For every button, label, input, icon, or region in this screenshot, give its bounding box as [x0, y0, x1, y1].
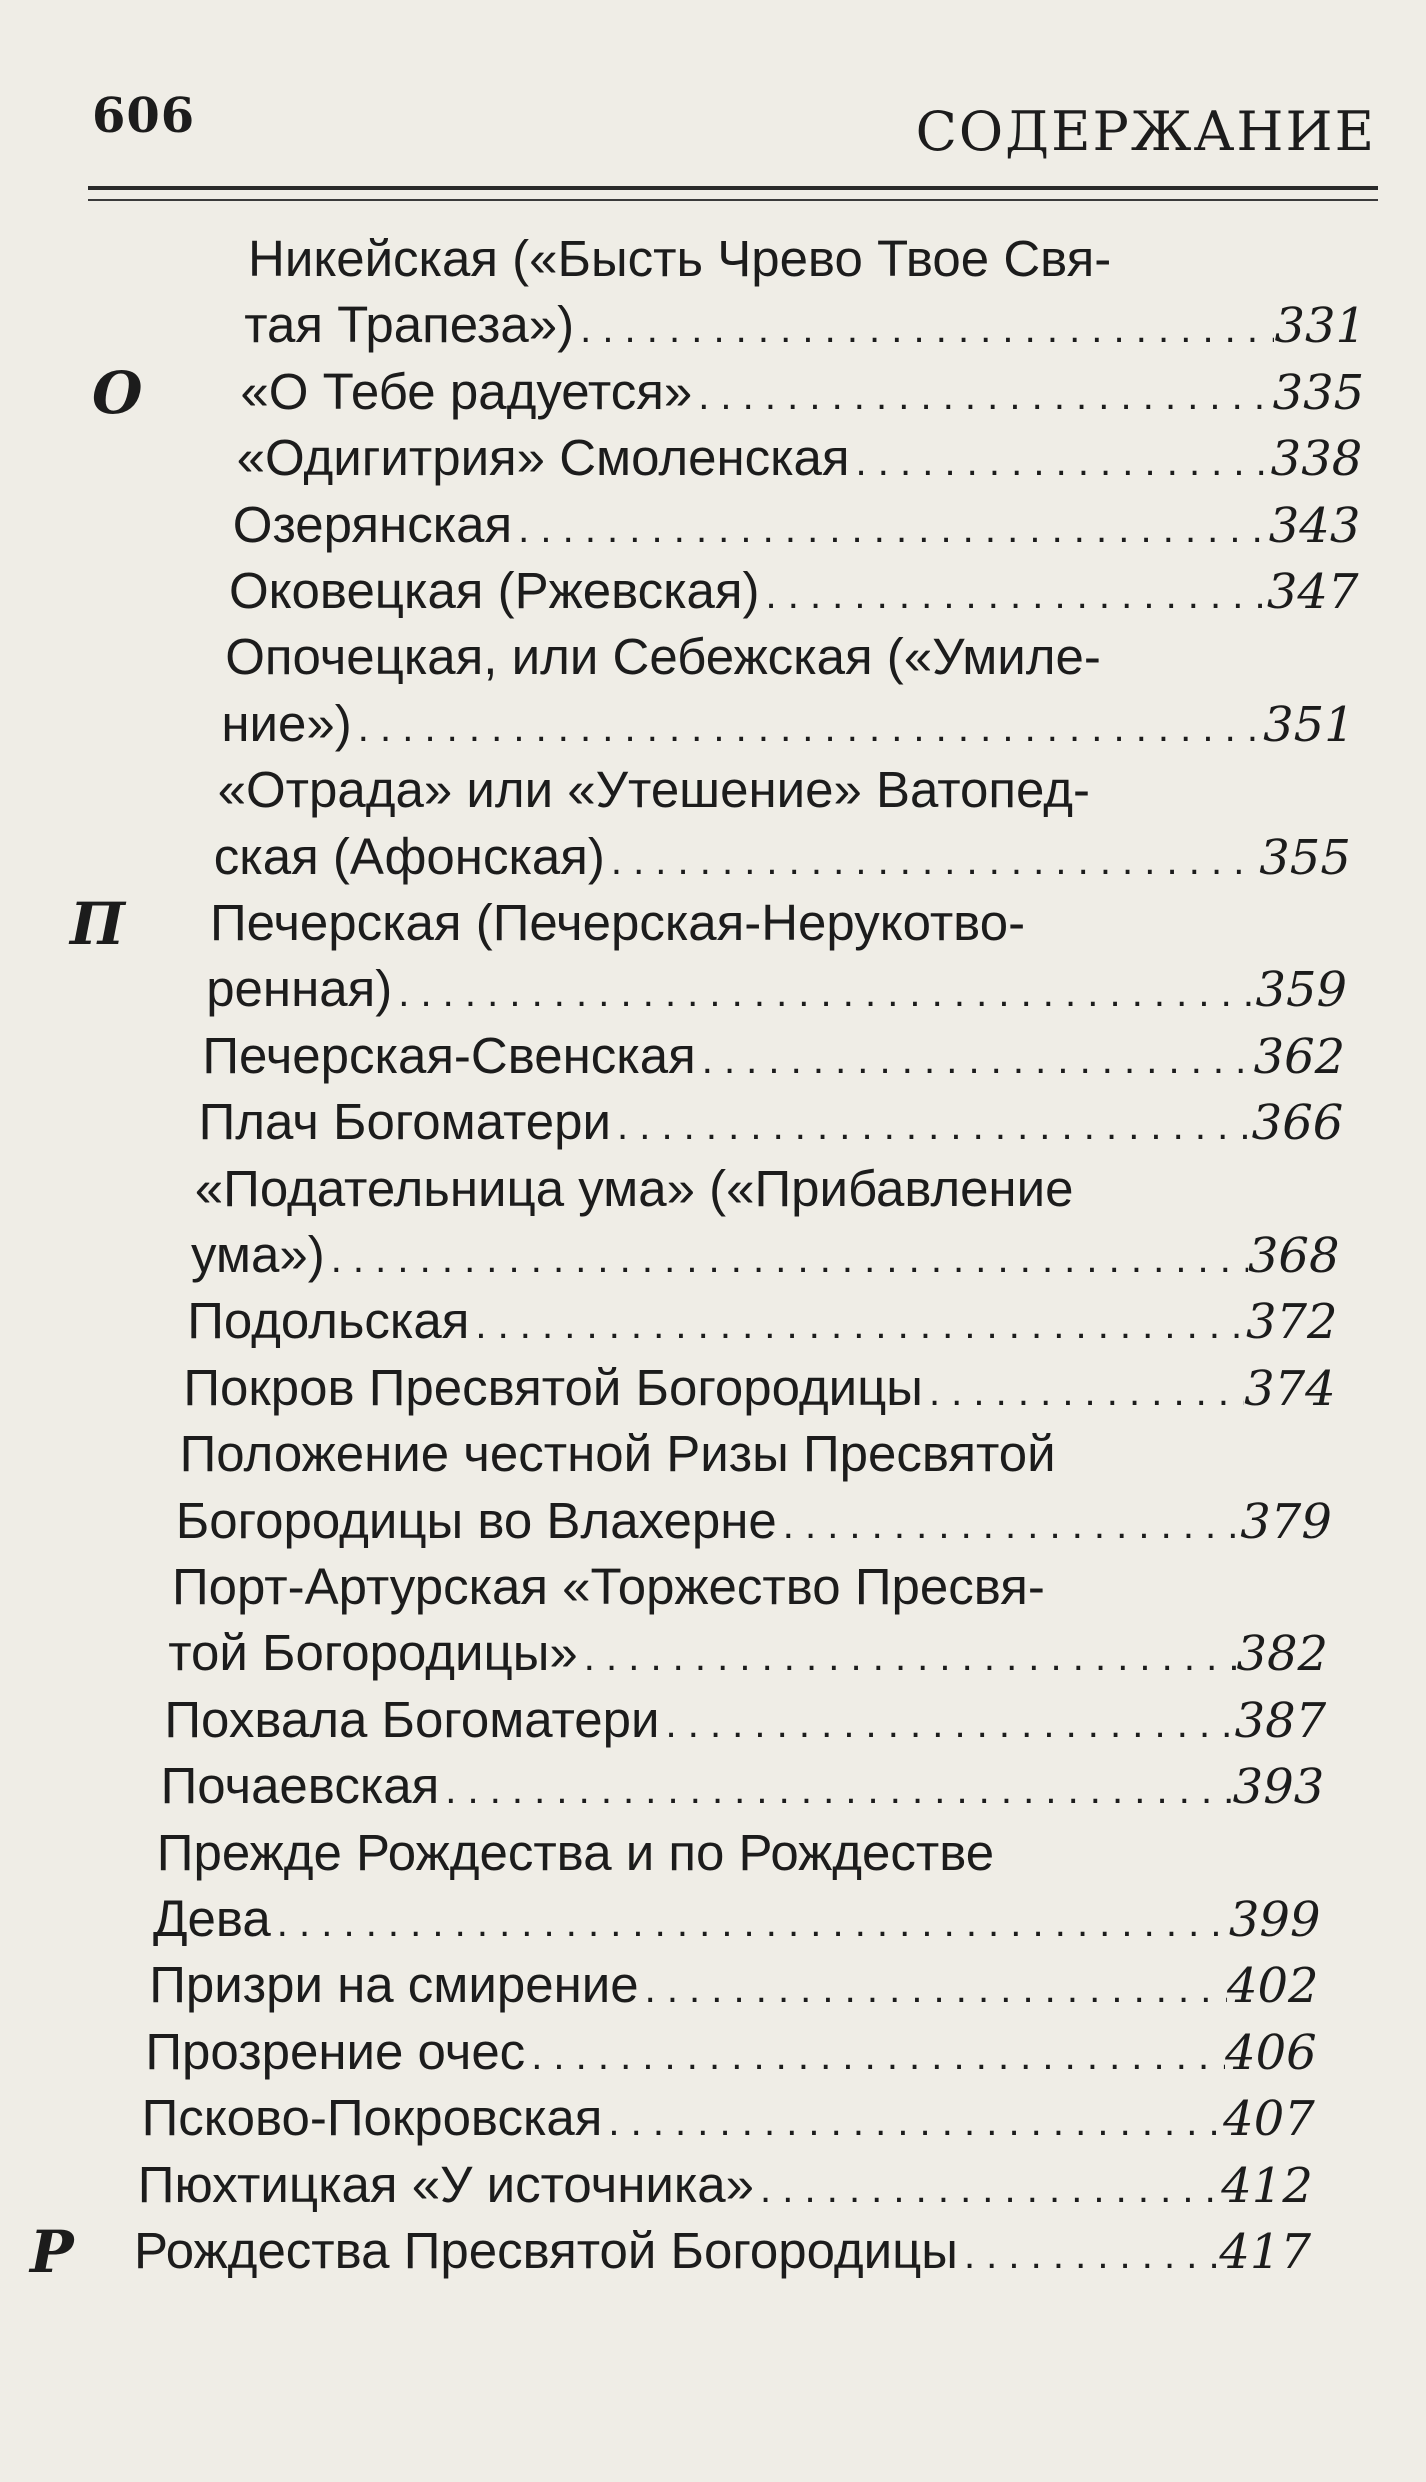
entry-final-line [142, 2087, 1315, 2153]
entry-final-line [233, 494, 1361, 560]
entry-final-line [199, 1091, 1344, 1157]
entry-title-line: Подольская [187, 1292, 470, 1350]
entry-final-line [153, 1888, 1321, 1954]
header-rule-thick [88, 186, 1378, 190]
entry-final-line [240, 361, 1364, 427]
entry-title-line: Оковецкая (Ржевская) [229, 562, 760, 619]
entry-page-number: 417 [1219, 2224, 1311, 2280]
entry-page-number: 366 [1251, 1095, 1344, 1152]
entry-final-line [237, 427, 1363, 493]
dot-leader [660, 1693, 1235, 1755]
entry-title-line: ние») [221, 694, 352, 752]
entry-page-number: 402 [1226, 1958, 1319, 2015]
dot-leader [760, 564, 1267, 626]
entry-title-line: Прежде Рождества и по Рождестве [156, 1823, 995, 1881]
entry-page-number: 379 [1240, 1493, 1332, 1550]
entry-final-line [164, 1689, 1326, 1755]
entry-final-line [134, 2220, 1311, 2286]
dot-leader [639, 1958, 1227, 2020]
entry-title-line: Покров Пресвятой Богородицы [183, 1358, 923, 1416]
entry-page-number: 338 [1270, 431, 1363, 488]
entry-title-line: Положение честной Ризы Пресвятой [179, 1425, 1056, 1483]
entry-final-line [145, 2021, 1316, 2087]
entry-title-line: Печерская-Свенская [202, 1026, 696, 1084]
entry-page-number: 335 [1272, 364, 1365, 421]
dot-leader [574, 298, 1274, 360]
dot-leader [578, 1626, 1237, 1688]
entry-page-number: 374 [1244, 1360, 1336, 1417]
entry-page-number: 382 [1236, 1626, 1329, 1683]
entry-final-line [176, 1490, 1332, 1556]
entry-final-line [244, 294, 1366, 360]
entry-page-number: 393 [1232, 1759, 1325, 1816]
entry-page-number: 343 [1268, 497, 1361, 554]
entry-title-line: Псково-Покровская [141, 2089, 603, 2147]
entry-final-line [191, 1224, 1340, 1290]
entry-page-number: 359 [1255, 962, 1348, 1019]
dot-leader [850, 431, 1271, 493]
entry-final-line [161, 1755, 1325, 1821]
entry-title-line: Озерянская [232, 495, 513, 553]
dot-leader [352, 697, 1263, 759]
section-letter: О [92, 358, 143, 427]
dot-leader [605, 830, 1259, 892]
entry-title-line: Пюхтицкая «У источника» [137, 2155, 755, 2213]
entry-title-line: «Отрада» или «Утешение» Ватопед- [217, 761, 1091, 819]
entry-page-number: 331 [1274, 298, 1367, 355]
dot-leader [512, 498, 1269, 560]
entry-page-number: 368 [1247, 1228, 1340, 1284]
page-number: 606 [92, 88, 196, 144]
entry-title-line: «Одигитрия» Смоленская [236, 429, 850, 487]
entry-title-line: Почаевская [160, 1757, 440, 1815]
entry-page-number: 412 [1221, 2157, 1313, 2214]
entry-final-line [183, 1357, 1335, 1423]
entry-title-line: той Богородицы» [168, 1624, 578, 1682]
entry-page-number: 362 [1253, 1028, 1346, 1085]
section-letter: Р [30, 2218, 74, 2286]
entry-title-line: «Подательница ума» («Прибавление [194, 1159, 1074, 1217]
entry-final-line [206, 958, 1347, 1024]
entry-page-number: 399 [1228, 1892, 1321, 1948]
entry-title-line: тая Трапеза») [244, 296, 575, 354]
dot-leader [271, 1892, 1229, 1954]
dot-leader [958, 2224, 1219, 2286]
entry-title-line: Прозрение очес [145, 2022, 526, 2080]
entry-title-line: ренная) [206, 960, 393, 1018]
entry-page-number: 387 [1234, 1692, 1327, 1749]
entry-page-number: 347 [1266, 564, 1359, 620]
entry-page-number: 407 [1223, 2091, 1315, 2148]
entry-title-line: Призри на смирение [149, 1956, 639, 2014]
dot-leader [696, 1029, 1254, 1091]
entry-page-number: 351 [1263, 696, 1355, 753]
entry-title-line: Похвала Богоматери [164, 1690, 660, 1748]
dot-leader [754, 2158, 1221, 2220]
entry-title-line: Опочецкая, или Себежская («Умиле- [225, 628, 1101, 686]
dot-leader [692, 365, 1272, 427]
entry-final-line [149, 1954, 1318, 2020]
dot-leader [392, 962, 1255, 1024]
dot-leader [602, 2091, 1223, 2153]
dot-leader [923, 1361, 1244, 1423]
entry-final-line [221, 693, 1354, 759]
entry-page-number: 355 [1259, 829, 1351, 886]
entry-title-line: «О Тебе радуется» [240, 362, 693, 420]
entry-final-line [214, 826, 1351, 892]
entry-title-line: Рождества Пресвятой Богородицы [134, 2222, 958, 2279]
entry-final-line [229, 560, 1359, 626]
entry-title-line: Плач Богоматери [198, 1093, 611, 1151]
entry-final-line [138, 2154, 1313, 2220]
entry-title-line: ума») [191, 1226, 325, 1283]
entry-page-number: 372 [1245, 1294, 1338, 1351]
entry-final-line [168, 1622, 1328, 1688]
dot-leader [325, 1228, 1248, 1290]
entry-title-line: Дева [153, 1890, 271, 1947]
section-letter: П [70, 890, 125, 958]
dot-leader [525, 2025, 1225, 2087]
running-title: СОДЕРЖАНИЕ [915, 100, 1376, 163]
entry-title-line: Печерская (Печерская-Нерукотво- [210, 894, 1026, 951]
entry-title-line: Никейская («Бысть Чрево Твое Свя- [248, 230, 1112, 287]
dot-leader [777, 1494, 1241, 1556]
entry-final-line [187, 1290, 1337, 1356]
entry-final-line [202, 1025, 1345, 1091]
dot-leader [611, 1095, 1252, 1157]
entry-title-line: ская (Афонская) [213, 827, 605, 885]
header-rule-thin [88, 199, 1378, 201]
entry-title-line: Порт-Артурская «Торжество Пресвя- [172, 1558, 1045, 1615]
entry-title-line: Богородицы во Влахерне [175, 1491, 777, 1549]
dot-leader [439, 1759, 1232, 1821]
entry-page-number: 406 [1225, 2024, 1317, 2081]
dot-leader [469, 1294, 1246, 1356]
